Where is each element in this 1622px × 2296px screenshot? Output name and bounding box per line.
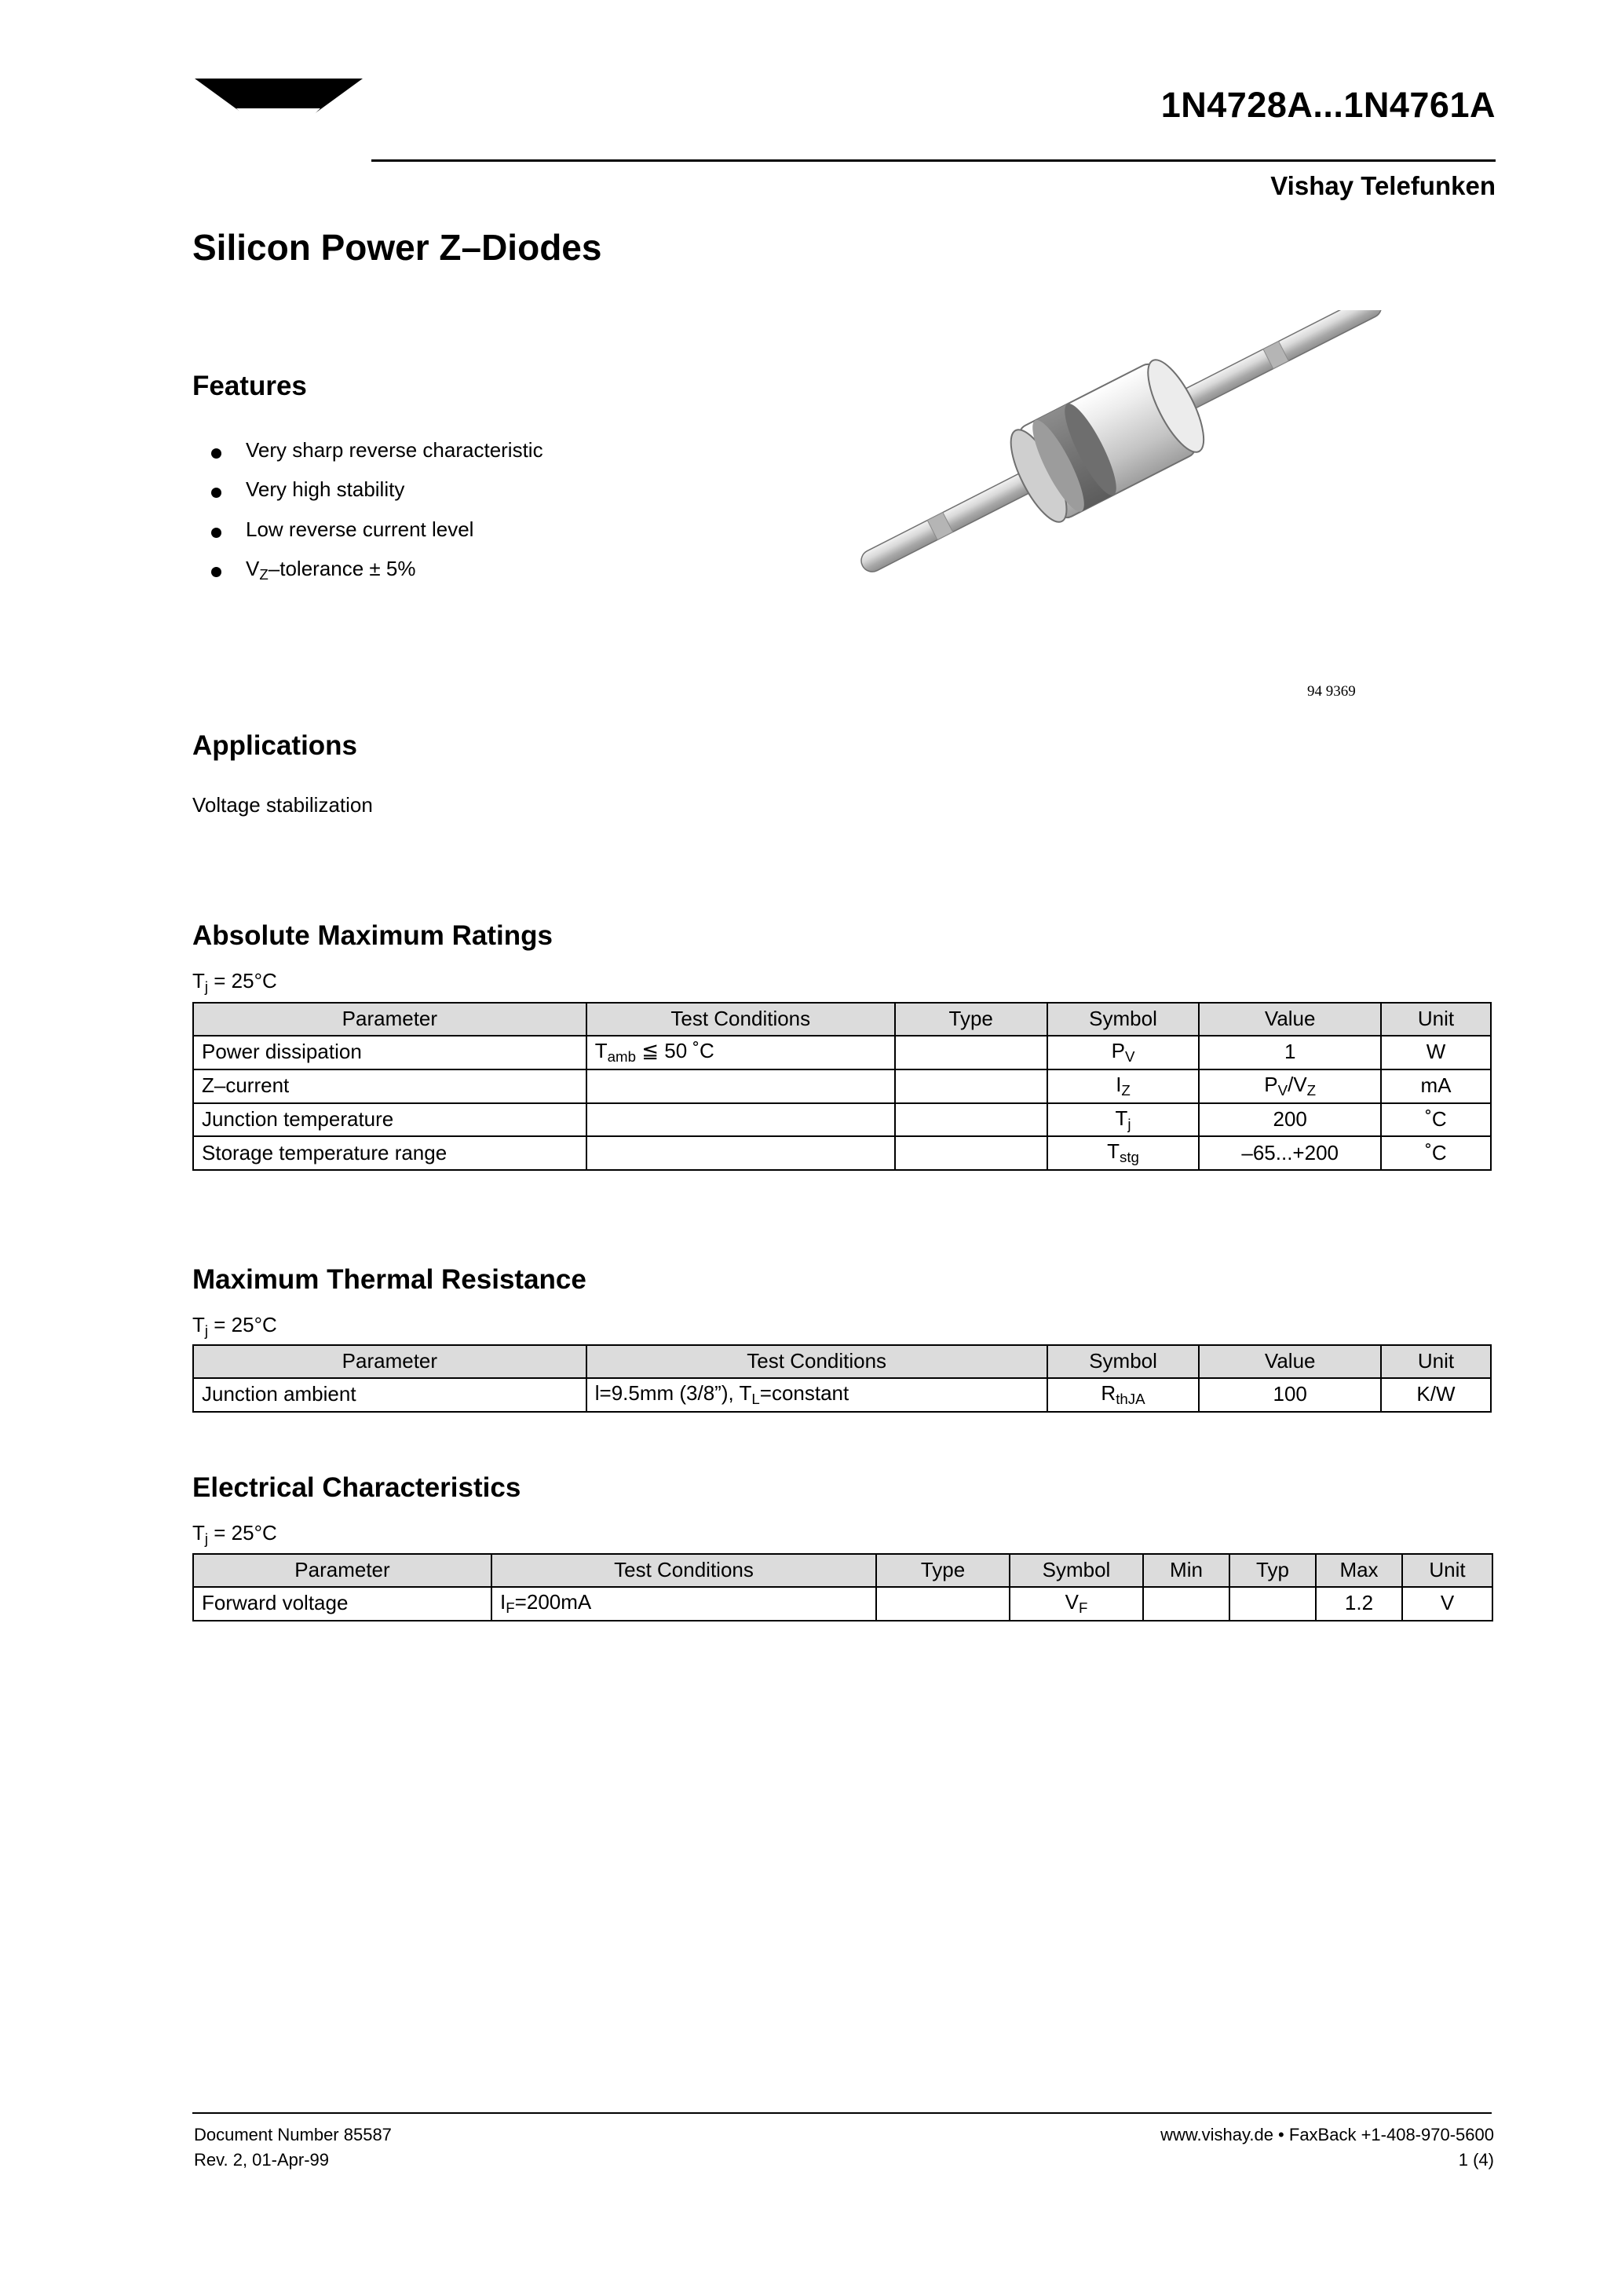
absolute-maximum-ratings-table: [192, 1002, 1492, 1171]
column-header: Parameter: [193, 1554, 491, 1587]
footer-document-number: Document Number 85587: [194, 2125, 392, 2144]
part-number-range: 1N4728A...1N4761A: [1160, 85, 1496, 125]
table-row: [193, 1136, 1491, 1170]
electrical-characteristics-heading: Electrical Characteristics: [192, 1472, 521, 1503]
list-item: Very high stability: [199, 479, 543, 500]
cell-unit: W: [1381, 1036, 1491, 1069]
cell-type: [895, 1069, 1047, 1103]
cell-test-conditions: $I_F=200mA$: [491, 1587, 876, 1621]
column-header: Min: [1143, 1554, 1229, 1587]
cell-type: [895, 1136, 1047, 1170]
cell-type: [895, 1103, 1047, 1137]
logo-wordmark: VISHAY: [222, 108, 334, 136]
footer-website: www.vishay.de • FaxBack +1-408-970-5600: [1160, 2125, 1494, 2144]
table-row: [193, 1587, 1492, 1621]
table-row: [193, 1378, 1491, 1412]
features-heading: Features: [192, 371, 307, 401]
cell-type: [895, 1036, 1047, 1069]
figure-code: 94 9369: [1307, 683, 1356, 700]
cell-typ: [1229, 1587, 1316, 1621]
diode-package-image: [836, 310, 1448, 640]
cell-symbol: $T_j$: [1047, 1103, 1200, 1137]
column-header: Unit: [1402, 1554, 1492, 1587]
cell-symbol: $R_{thJA}$: [1047, 1378, 1200, 1412]
cell-max: 1.2: [1316, 1587, 1402, 1621]
features-list: [199, 440, 543, 601]
table-row: [193, 1069, 1491, 1103]
cell-unit: K/W: [1381, 1378, 1491, 1412]
cell-unit: ˚C: [1381, 1136, 1491, 1170]
cell-value: 100: [1199, 1378, 1381, 1412]
cell-value: 1: [1199, 1036, 1381, 1069]
column-header: Type: [895, 1003, 1047, 1036]
column-header: Parameter: [193, 1345, 586, 1378]
cell-unit: mA: [1381, 1069, 1491, 1103]
cell-test-conditions: [586, 1069, 895, 1103]
list-item: Low reverse current level: [199, 519, 543, 540]
column-header: Symbol: [1047, 1003, 1200, 1036]
footer-revision: Rev. 2, 01-Apr-99: [194, 2150, 330, 2170]
table-row: [193, 1036, 1491, 1069]
cell-parameter: Junction ambient: [193, 1378, 586, 1412]
cell-parameter: Z–current: [193, 1069, 586, 1103]
header-divider: [371, 159, 1496, 162]
page-content: [192, 0, 1496, 2296]
ec-condition: $T_j = 25^\circ C$: [192, 1521, 277, 1548]
cell-symbol: $I_Z$: [1047, 1069, 1200, 1103]
amr-condition: $T_j = 25^\circ C$: [192, 969, 277, 996]
electrical-characteristics-table: [192, 1553, 1493, 1621]
column-header: Parameter: [193, 1003, 586, 1036]
maximum-thermal-resistance-table: [192, 1344, 1492, 1413]
mtr-condition: $T_j = 25^\circ C$: [192, 1313, 277, 1340]
cell-unit: V: [1402, 1587, 1492, 1621]
company-name: Vishay Telefunken: [1270, 171, 1496, 200]
cell-test-conditions: $T_{amb}$ ≦ 50 ˚C: [586, 1036, 895, 1069]
footer-divider: [192, 2112, 1492, 2114]
column-header: Max: [1316, 1554, 1402, 1587]
applications-text: Voltage stabilization: [192, 793, 373, 817]
cell-value: $P_V/V_Z$: [1199, 1069, 1381, 1103]
column-header: Test Conditions: [586, 1345, 1047, 1378]
table-header-row: [193, 1554, 1492, 1587]
applications-heading: Applications: [192, 730, 358, 761]
column-header: Value: [1199, 1345, 1381, 1378]
column-header: Test Conditions: [586, 1003, 895, 1036]
cell-symbol: $P_V$: [1047, 1036, 1200, 1069]
cell-min: [1143, 1587, 1229, 1621]
cell-parameter: Junction temperature: [193, 1103, 586, 1137]
cell-type: [876, 1587, 1010, 1621]
list-item: Very sharp reverse characteristic: [199, 440, 543, 461]
cell-parameter: Storage temperature range: [193, 1136, 586, 1170]
cell-parameter: Forward voltage: [193, 1587, 491, 1621]
cell-parameter: Power dissipation: [193, 1036, 586, 1069]
page-title: Silicon Power Z–Diodes: [192, 227, 602, 268]
column-header: Symbol: [1047, 1345, 1200, 1378]
table-header-row: [193, 1345, 1491, 1378]
column-header: Unit: [1381, 1345, 1491, 1378]
table-header-row: [193, 1003, 1491, 1036]
cell-test-conditions: l=9.5mm (3/8”), $T_L=constant$: [586, 1378, 1047, 1412]
cell-value: 200: [1199, 1103, 1381, 1137]
column-header: Type: [876, 1554, 1010, 1587]
cell-value: –65...+200: [1199, 1136, 1381, 1170]
page-header: [192, 71, 1496, 212]
cell-test-conditions: [586, 1136, 895, 1170]
maximum-thermal-resistance-heading: Maximum Thermal Resistance: [192, 1264, 586, 1295]
cell-test-conditions: [586, 1103, 895, 1137]
table-row: [193, 1103, 1491, 1137]
column-header: Test Conditions: [491, 1554, 876, 1587]
column-header: Value: [1199, 1003, 1381, 1036]
list-item: $V_Z$–tolerance ± 5%: [199, 558, 543, 583]
column-header: Symbol: [1010, 1554, 1143, 1587]
column-header: Typ: [1229, 1554, 1316, 1587]
footer-page-number: 1 (4): [1458, 2150, 1494, 2170]
cell-symbol: $V_F$: [1010, 1587, 1143, 1621]
cell-unit: ˚C: [1381, 1103, 1491, 1137]
column-header: Unit: [1381, 1003, 1491, 1036]
absolute-maximum-ratings-heading: Absolute Maximum Ratings: [192, 920, 553, 951]
cell-symbol: $T_{stg}$: [1047, 1136, 1200, 1170]
vishay-logo: [194, 79, 363, 137]
